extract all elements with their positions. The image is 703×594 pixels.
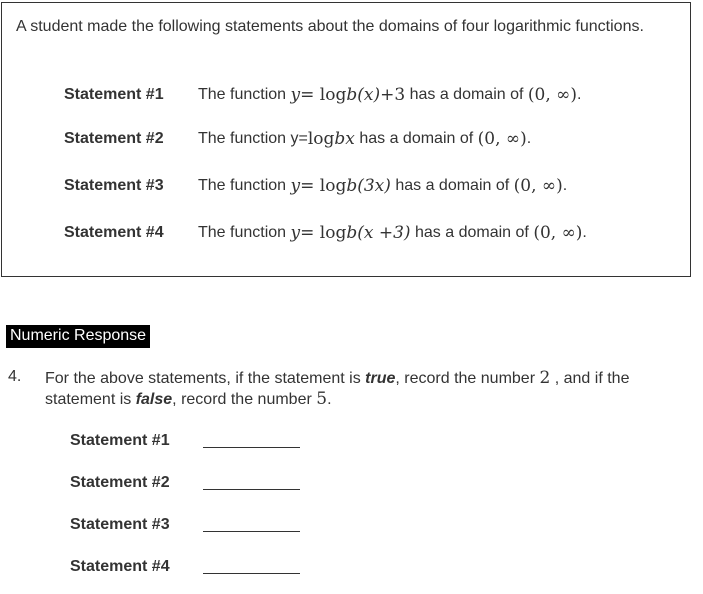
question-text: For the above statements, if the statement is true, record the number 2 , and if the statement is false, record the number 5. <box>45 368 630 409</box>
question-number: 4. <box>8 368 22 385</box>
statement-label: Statement #3 <box>64 177 164 194</box>
statement-2: Statement #2 The function y= log b x has a domain of (0, ∞) . <box>64 129 532 149</box>
statement-1: Statement #1 The function y = log b (x) +3 has a domain of (0, ∞) . <box>64 85 582 105</box>
answer-label: Statement #4 <box>70 558 170 575</box>
statements-box <box>1 2 691 277</box>
numeric-response-badge: Numeric Response <box>6 325 150 348</box>
answer-row-1 <box>70 432 300 450</box>
answer-blank[interactable] <box>203 435 300 448</box>
answer-row-4 <box>70 558 300 576</box>
answer-label: Statement #2 <box>70 474 170 491</box>
answer-label: Statement #1 <box>70 432 170 449</box>
answer-label: Statement #3 <box>70 516 170 533</box>
statement-3: Statement #3 The function y = log b (3x) has a domain of (0, ∞) . <box>64 176 568 196</box>
statement-4: Statement #4 The function y = log b (x +3) has a domain of (0, ∞) . <box>64 223 587 243</box>
answer-row-2 <box>70 474 300 492</box>
statement-label: Statement #1 <box>64 86 164 103</box>
answer-blank[interactable] <box>203 519 300 532</box>
answer-blank[interactable] <box>203 477 300 490</box>
answer-row-3 <box>70 516 300 534</box>
intro-text: A student made the following statements about the domains of four logarithmic functions. <box>16 18 644 35</box>
statement-label: Statement #4 <box>64 224 164 241</box>
statement-label: Statement #2 <box>64 130 164 147</box>
answer-blank[interactable] <box>203 561 300 574</box>
